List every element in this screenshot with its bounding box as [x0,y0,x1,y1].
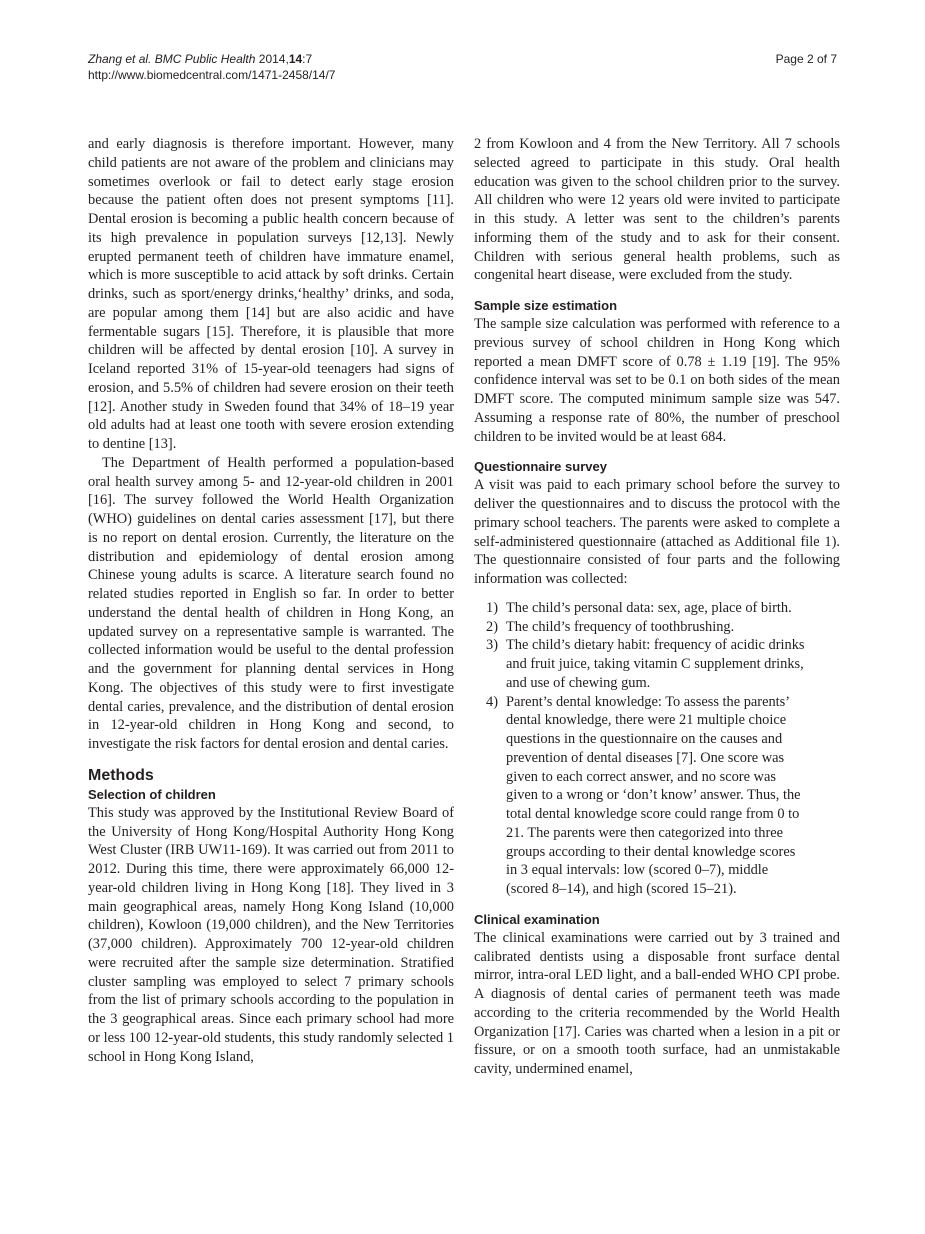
citation-line [88,51,335,67]
header-authors: Zhang et al. [88,52,152,66]
header-issue: :7 [302,52,313,66]
list-item [474,636,840,692]
list-item-number: 4) [486,693,498,710]
list-item-text: The child’s personal data: sex, age, place of birth. [506,599,792,616]
list-item [474,693,840,899]
header-year: 2014, [258,52,289,66]
list-item-number: 1) [486,599,498,616]
questionnaire-list [474,599,840,899]
questionnaire-heading: Questionnaire survey [474,459,607,475]
clinical-heading: Clinical examination [474,911,600,927]
methods-heading: Methods [88,766,154,784]
list-item [474,599,840,618]
list-item-text: The child’s dietary habit: frequency of acidic drinks and fruit juice, taking vitamin C supplement drinks, and use of chewing gum. [506,637,805,691]
list-item [474,618,840,637]
sample-size-paragraph: The sample size calculation was performed with reference to a previous survey of school children in Hong Kong which reported a mean DMFT score of 0.78 ± 1.19 [19]. The 95% confidence interval was set to be 0.1 on both sides of the mean DMFT score. The computed minimum sample size was 547. Assuming a response rate of 80%, the number of preschool children to be invited would be at least 684. [474,316,840,445]
intro-paragraph-2: The Department of Health performed a population-based oral health survey among 5- and 12-year-old children in 2001 [16]. The survey followed the World Health Organization (WHO) guidelines on dental caries assessment [17], but there is no report on dental erosion. Currently, the literature on the distribution and epidemiology of dental erosion among Chinese young adults is scarce. A literature search found no related studies reported in English so far. In order to better understand the dental health of children in Hong Kong, an updated survey on a representative sample is warranted. The collected information would be useful to the dental profession and the government for planning dental services in Hong Kong. The objectives of this study were to first investigate dental caries, prevalence, and the distribution of dental erosion in 12-year-old children in Hong Kong and second, to investigate the risk factors for dental erosion and dental caries. [88,454,454,752]
header-journal: BMC Public Health [154,52,256,66]
left-column [88,135,454,1066]
selection-paragraph: This study was approved by the Institutional Review Board of the University of Hong Kong/Hospital Authority Hong Kong West Cluster (IRB UW11-169). It was carried out from 2011 to 2012. During this time, there were approximately 66,000 12-year-old children living in Hong Kong [18]. They lived in 3 main geographical areas, namely Hong Kong Island (10,000 children), Kowloon (19,000 children), and the New Territories (37,000 children). Approximately 700 12-year-old children were recruited after the sample size determination. Stratified cluster sampling was employed to select 7 primary schools from the list of primary schools according to the population in the 3 geographical areas. Since each primary school had more or less 100 12-year-old students, this study randomly selected 1 school in Hong Kong Island, [88,804,454,1065]
questionnaire-paragraph: A visit was paid to each primary school before the survey to deliver the questionnaires and to discuss the protocol with the primary school teachers. The parents were asked to complete a self-administered questionnaire (attached as Additional file 1). The questionnaire consisted of four parts and the following information was collected: [474,477,840,587]
sample-size-heading: Sample size estimation [474,298,618,313]
list-item-text: The child’s frequency of toothbrushing. [506,618,735,635]
list-item-text: Parent’s dental knowledge: To assess the parents’ dental knowledge, there were 21 multiple choice questions in the questionnaire on the causes and prevention of dental diseases [7]. One score was given to each correct answer, and no score was given to a wrong or ‘don’t know’ answer. Thus, the total dental knowledge score could range from 0 to 21. The parents were then categorized into three groups according to their dental knowledge scores in 3 equal intervals: low (scored 0–7), middle (scored 8–14), and high (scored 15–21). [506,693,801,897]
running-header-citation [88,51,335,83]
clinical-paragraph: The clinical examinations were carried out by 3 trained and calibrated dentists using a disposable front surface dental mirror, intra-oral LED light, and a ball-ended WHO CPI probe. A diagnosis of dental caries of permanent teeth was made according to the criteria recommended by the World Health Organization [17]. Caries was charted when a lesion in a pit or fissure, or on a smooth tooth surface, had an unmistakable cavity, undermined enamel, [474,929,840,1077]
header-url[interactable]: http://www.biomedcentral.com/1471-2458/14/7 [88,68,336,82]
page-number: Page 2 of 7 [775,52,837,66]
header-volume: 14 [288,52,303,66]
list-item-number: 2) [486,618,498,635]
selection-paragraph-continued: 2 from Kowloon and 4 from the New Territory. All 7 schools selected agreed to participate in this study. Oral health education was given to the school children prior to the survey. All children who were 12 years old were invited to participate in this study. A letter was sent to the children’s parents informing them of the study and to ask for their consent. Children with serious general health problems, such as congenital heart disease, were excluded from the study. [474,136,840,284]
intro-paragraph-continued: and early diagnosis is therefore important. However, many child patients are not aware of the problem and clinicians may sometimes overlook or fail to detect early stage erosion because the patient often does not present symptoms [11]. Dental erosion is becoming a public health concern because of its high prevalence in population surveys [12,13]. Newly erupted permanent teeth of children have immature enamel, which is more susceptible to acid attack by soft drinks. Certain drinks, such as sport/energy drinks,‘healthy’ drinks, and soda, are popular among them [14] but are also acidic and have fermentable sugars [15]. Therefore, it is plausible that more children will be affected by dental erosion [10]. A survey in Iceland reported 31% of 15-year-old teenagers had signs of erosion, and 5.5% of children had severe erosion on their teeth [12]. Another study in Sweden found that 34% of 18–19 year old adults had at least one tooth with severe erosion extending to dentine [13]. [88,136,454,452]
list-item-number: 3) [486,637,498,654]
selection-heading: Selection of children [88,786,216,802]
right-column [474,135,840,1079]
